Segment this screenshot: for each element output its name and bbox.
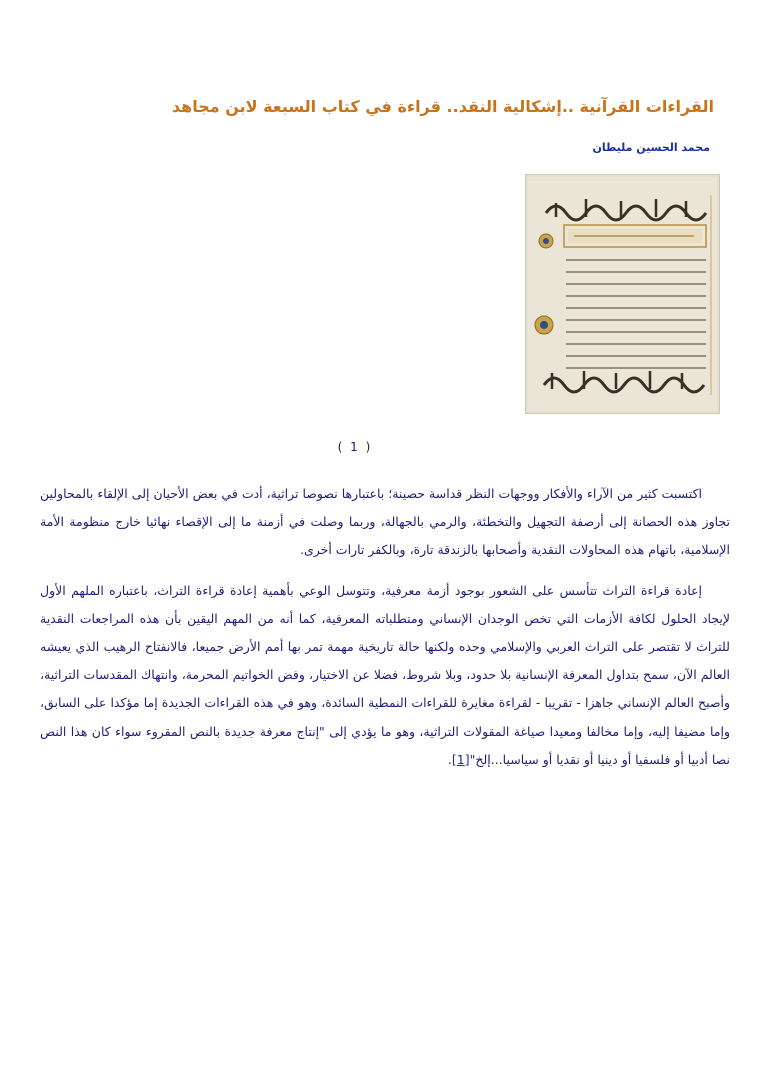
paragraph-1: اكتسبت كثير من الآراء والأفكار ووجهات النظر قداسة حصينة؛ باعتبارها نصوصا تراثية، أدت في بعض الأحيان إلى الإلقاء بالمحاولين تجاوز هذه الحصانة إلى أرصفة التجهيل والتخطئة، والرمي بالجهالة، وربما وصلت في أزمنة ما إلى الإقصاء نهائيا خارج منظومة الأمة الإسلامية، باتهام هذه المحاولات النقدية وأصحابها بالزندقة تارة، وبالكفر تارات أخرى.	[40, 486, 730, 558]
paragraph-2-tail: .	[447, 751, 452, 767]
footnote-link-1[interactable]: [1]	[451, 751, 470, 767]
paragraph-2	[40, 577, 730, 774]
paragraph-2-text: إعادة قراءة التراث تتأسس على الشعور بوجود أزمة معرفية، وتتوسل الوعي بأهمية إعادة قراءة التراث، باعتباره الملهم الأول لإيجاد الحلول لكافة الأزمات التي تخص الوجدان الإنساني ومتطلباته المعرفية، كما أنه من المهم اليقين بأن هذه المراجعات النقدية للتراث لا تقتصر على التراث العربي والإسلامي وحده ولكنها حالة تاريخية مهمة تمر بها أمم الأرض جميعا، فالانفتاح الرهيب الذي يعيشه العالم الآن، سمح بتداول المعرفة الإنسانية بلا حدود، وبلا شروط، فضلا عن الاختيار، وفض الخواتيم المحرمة، وانتهاك المقدسات التراثية، وأصبح العالم الإنساني جاهزا - تقريبا - لقراءة مغايرة للقراءات النمطية السائدة، وهو في هذه القراءات الجديدة إما مؤكدا على السابق، وإما مضيفا إليه، وإما مخالفا ومعيدا صياغة المقولات التراثية، وهو ما يؤدي إلى "إنتاج معرفة جديدة بالنص المقروء سواء كان هذا النص نصا أدبيا أو فلسفيا أو دينيا أو نقديا أو سياسيا...إلخ"	[40, 582, 730, 767]
author-name: محمد الحسين مليطان	[592, 141, 710, 154]
document-title: القراءات القرآنية ..إشكالية النقد.. قراءة في كتاب السبعة لابن مجاهد	[171, 97, 714, 116]
manuscript-image	[525, 174, 720, 414]
article-body	[40, 480, 730, 786]
page-number: ( 1 )	[337, 440, 373, 454]
